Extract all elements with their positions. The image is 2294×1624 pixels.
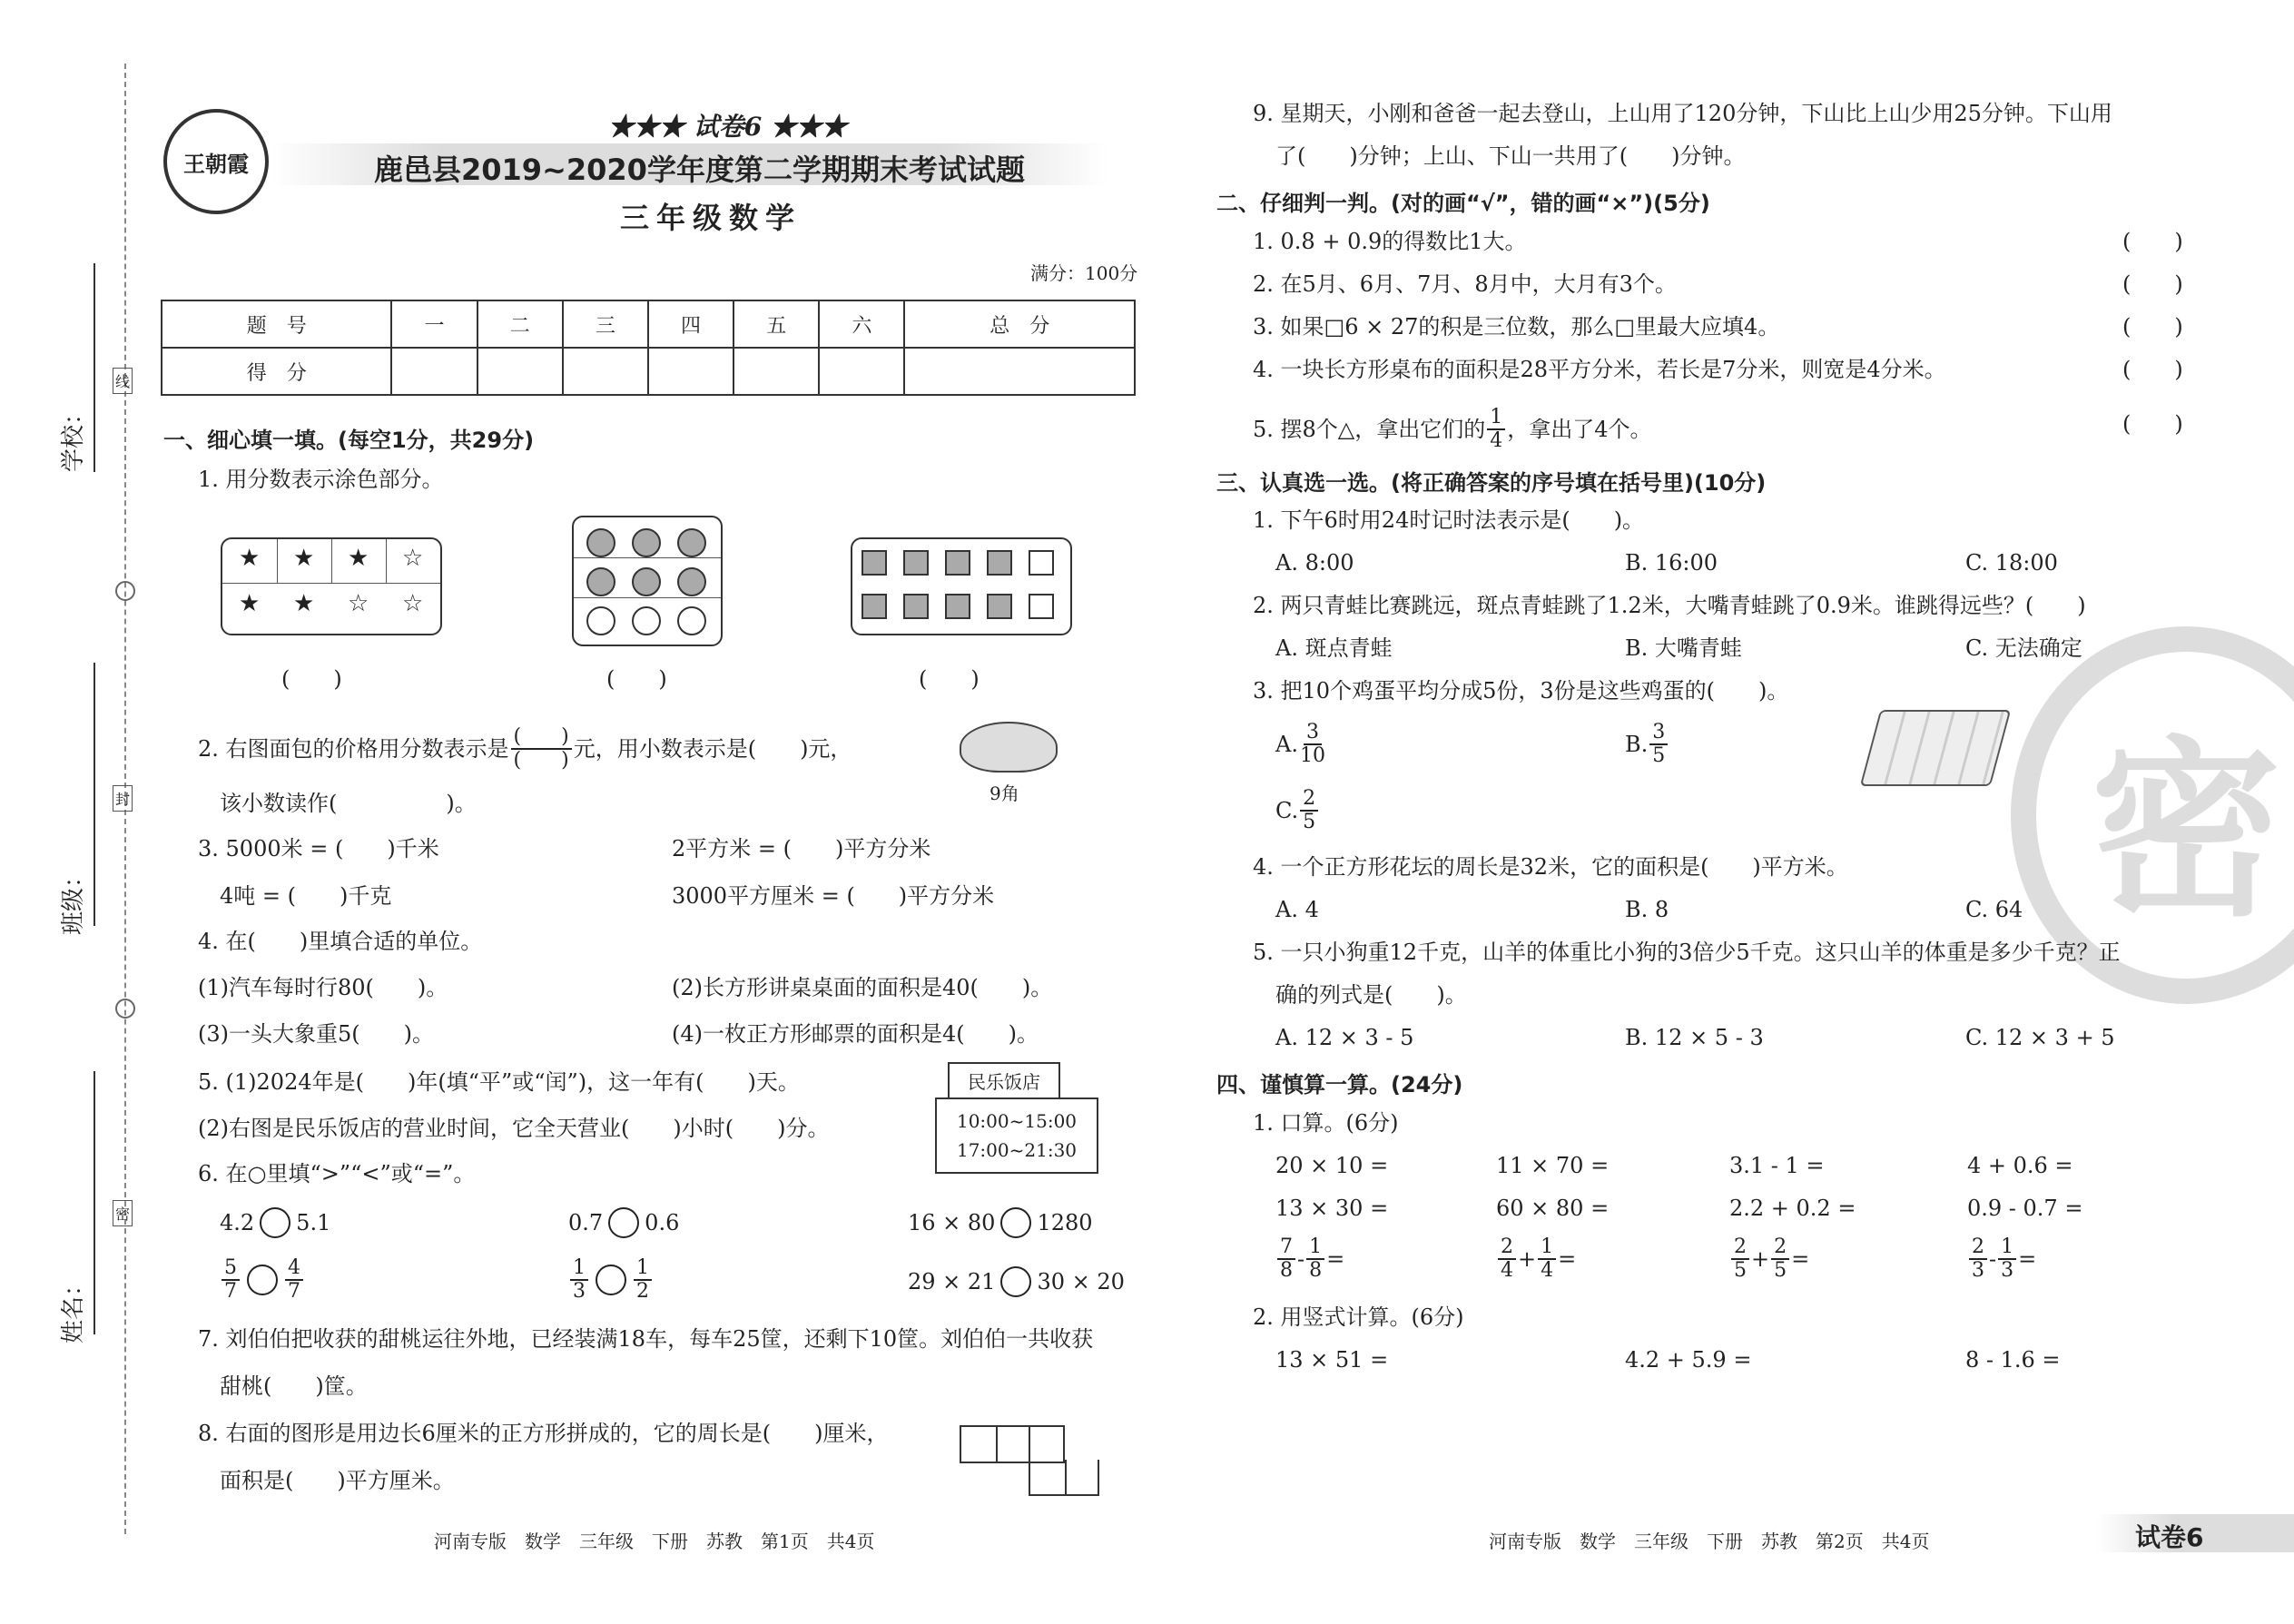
choice-option[interactable]: C. 无法确定 xyxy=(1965,635,2082,661)
seal-mark-seal: 封 xyxy=(113,785,133,812)
vertical-calc-item: 13 × 51 = xyxy=(1275,1347,1389,1373)
question-3c: 4吨 = ( )千克 xyxy=(220,883,392,909)
star-grid-figure xyxy=(221,537,442,635)
oral-calc-item: 11 × 70 = xyxy=(1496,1153,1610,1178)
filled-star-icon: ★ xyxy=(348,545,369,572)
oral-calc-fraction: $\frac{7}{8}$ - $\frac{1}{8}$ = xyxy=(1275,1236,1344,1282)
ornament-icon xyxy=(115,581,135,601)
circle-grid-figure xyxy=(572,516,723,646)
choice-question-4: 4. 一个正方形花坛的周长是32米，它的面积是( )平方米。 xyxy=(1253,854,1848,880)
score-input-cell[interactable] xyxy=(733,348,819,395)
section-4-title: 四、谨慎算一算。(24分) xyxy=(1216,1072,1463,1097)
bread-icon xyxy=(960,722,1058,773)
blank-fraction[interactable]: $\frac{( )}{( )}$ xyxy=(511,726,572,772)
compare-d: $\frac{5}{7}$ $\frac{4}{7}$ xyxy=(220,1257,305,1303)
choice-option[interactable]: C. 12 × 3 + 5 xyxy=(1965,1025,2115,1050)
choice-option[interactable]: C. 64 xyxy=(1965,897,2023,922)
choice-option[interactable]: C. $\frac{2}{5}$ xyxy=(1275,788,1320,833)
bread-price-label: 9角 xyxy=(989,782,1019,804)
score-input-cell[interactable] xyxy=(391,348,477,395)
seal-mark-secret: 密 xyxy=(113,1200,133,1226)
choice-option[interactable]: A. 12 × 3 - 5 xyxy=(1275,1025,1414,1050)
filled-star-icon: ★ xyxy=(239,545,261,572)
judge-answer-paren[interactable]: ( ) xyxy=(2122,357,2183,382)
oral-calc-item: 4 + 0.6 = xyxy=(1967,1153,2073,1178)
oral-calc-item: 0.9 - 0.7 = xyxy=(1967,1196,2083,1221)
name-label: 姓名： xyxy=(60,1272,87,1343)
oral-calc-item: 60 × 80 = xyxy=(1496,1196,1610,1221)
table-cell: 六 xyxy=(819,300,904,348)
vertical-calc-item: 4.2 + 5.9 = xyxy=(1625,1347,1752,1373)
question-6: 6. 在○里填“>”“<”或“=”。 xyxy=(198,1161,476,1186)
choice-question-1: 1. 下午6时用24时记时法表示是( )。 xyxy=(1253,507,1645,533)
score-input-cell[interactable] xyxy=(819,348,904,395)
question-4: 4. 在( )里填合适的单位。 xyxy=(198,929,483,954)
ornament-icon xyxy=(115,999,135,1019)
school-label: 学校： xyxy=(60,400,87,472)
table-cell: 二 xyxy=(478,300,563,348)
compare-b: 0.7 0.6 xyxy=(568,1207,679,1238)
question-3b: 2平方米 = ( )平方分米 xyxy=(672,836,931,861)
compare-circle[interactable] xyxy=(608,1207,639,1238)
oral-calc-item: 20 × 10 = xyxy=(1275,1153,1389,1178)
judge-answer-paren[interactable]: ( ) xyxy=(2122,411,2183,437)
question-5b: (2)右图是民乐饭店的营业时间，它全天营业( )小时( )分。 xyxy=(198,1116,830,1141)
choice-option[interactable]: B. 12 × 5 - 3 xyxy=(1625,1025,1764,1050)
choice-option[interactable]: A. 斑点青蛙 xyxy=(1275,635,1393,661)
oral-calc-item: 3.1 - 1 = xyxy=(1729,1153,1825,1178)
question-3d: 3000平方厘米 = ( )平方分米 xyxy=(672,883,995,909)
empty-star-icon: ☆ xyxy=(402,590,424,617)
question-7a: 7. 刘伯伯把收获的甜桃运往外地，已经装满18车，每车25筐，还剩下10筐。刘伯伯一共收获 xyxy=(198,1326,1094,1352)
question-4d: (4)一枚正方形邮票的面积是4( )。 xyxy=(672,1021,1039,1047)
exam-badge: ★★★ 试卷6 ★★★ xyxy=(608,112,847,142)
empty-star-icon: ☆ xyxy=(348,590,369,617)
question-4a: (1)汽车每时行80( )。 xyxy=(198,975,448,1000)
choice-question-5b: 确的列式是( )。 xyxy=(1275,982,1467,1008)
table-cell: 得 分 xyxy=(162,348,391,395)
oral-calc-fraction: $\frac{2}{3}$ - $\frac{1}{3}$ = xyxy=(1967,1236,2036,1282)
question-2-text-a: 2. 右图面包的价格用分数表示是 xyxy=(198,736,509,762)
filled-star-icon: ★ xyxy=(293,590,315,617)
table-cell: 三 xyxy=(563,300,648,348)
compare-a: 4.2 5.1 xyxy=(220,1207,330,1238)
full-score: 满分：100分 xyxy=(1030,262,1138,284)
table-cell: 四 xyxy=(648,300,733,348)
question-4b: (2)长方形讲桌桌面的面积是40( )。 xyxy=(672,975,1053,1000)
choice-option[interactable]: B. 8 xyxy=(1625,897,1669,922)
question-8b: 面积是( )平方厘米。 xyxy=(220,1468,455,1493)
choice-option[interactable]: B. $\frac{3}{5}$ xyxy=(1625,722,1669,767)
class-label: 班级： xyxy=(60,863,87,935)
score-input-cell[interactable] xyxy=(904,348,1135,395)
stamp-char: 密 xyxy=(2090,720,2281,942)
question-2-text-b: 元，用小数表示是( )元， xyxy=(573,736,852,762)
compare-circle[interactable] xyxy=(1000,1207,1031,1238)
calc-question-1: 1. 口算。(6分) xyxy=(1253,1110,1399,1136)
shop-hours-2: 17:00~21:30 xyxy=(956,1139,1078,1161)
page-2-footer: 河南专版 数学 三年级 下册 苏教 第2页 共4页 xyxy=(1489,1530,1930,1552)
corner-tag-label: 试卷6 xyxy=(2135,1522,2204,1552)
calc-question-2: 2. 用竖式计算。(6分) xyxy=(1253,1304,1464,1330)
question-8a: 8. 右面的图形是用边长6厘米的正方形拼成的，它的周长是( )厘米， xyxy=(198,1421,889,1446)
table-cell: 五 xyxy=(733,300,819,348)
filled-star-icon: ★ xyxy=(239,590,261,617)
seal-mark-line: 线 xyxy=(113,368,133,394)
question-3a: 3. 5000米 = ( )千米 xyxy=(198,836,439,861)
choice-option[interactable]: C. 18:00 xyxy=(1965,550,2058,576)
choice-question-2: 2. 两只青蛙比赛跳远，斑点青蛙跳了1.2米，大嘴青蛙跳了0.9米。谁跳得远些？( ) xyxy=(1253,593,2086,618)
logo-text: 王朝霞 xyxy=(183,150,249,177)
choice-option[interactable]: A. 8:00 xyxy=(1275,550,1354,576)
score-input-cell[interactable] xyxy=(648,348,733,395)
choice-option[interactable]: A. 4 xyxy=(1275,897,1319,922)
compare-f: 29 × 21 30 × 20 xyxy=(908,1266,1125,1297)
filled-star-icon: ★ xyxy=(293,545,315,572)
judge-item: 5. 摆8个△，拿出它们的 $\frac{1}{4}$ ，拿出了4个。 xyxy=(1253,406,1652,452)
judge-answer-paren[interactable]: ( ) xyxy=(2122,314,2183,340)
choice-option[interactable]: A. $\frac{3}{10}$ xyxy=(1275,721,1325,767)
score-input-cell[interactable] xyxy=(478,348,563,395)
answer-paren[interactable]: ( ) xyxy=(919,666,980,692)
question-2-line-2: 该小数读作( )。 xyxy=(220,791,477,816)
compare-circle[interactable] xyxy=(247,1265,278,1295)
choice-question-5a: 5. 一只小狗重12千克，山羊的体重比小狗的3倍少5千克。这只山羊的体重是多少千克？正 xyxy=(1253,940,2121,965)
compare-circle[interactable] xyxy=(1000,1266,1031,1297)
question-2 xyxy=(198,726,852,772)
judge-answer-paren[interactable]: ( ) xyxy=(2122,271,2183,297)
judge-item: 3. 如果□6 × 27的积是三位数，那么□里最大应填4。 xyxy=(1253,314,1780,340)
judge-answer-paren[interactable]: ( ) xyxy=(2122,229,2183,254)
table-cell: 总 分 xyxy=(904,300,1135,348)
logo xyxy=(163,109,269,214)
question-4c: (3)一头大象重5( )。 xyxy=(198,1021,434,1047)
answer-paren[interactable]: ( ) xyxy=(281,666,342,692)
section-1-title: 一、细心填一填。(每空1分，共29分) xyxy=(163,428,535,453)
compare-e: $\frac{1}{3}$ $\frac{1}{2}$ xyxy=(568,1257,654,1303)
choice-question-3: 3. 把10个鸡蛋平均分成5份，3份是这些鸡蛋的( )。 xyxy=(1253,678,1789,704)
answer-paren[interactable]: ( ) xyxy=(606,666,667,692)
question-1: 1. 用分数表示涂色部分。 xyxy=(198,467,444,492)
question-7b: 甜桃( )筐。 xyxy=(220,1373,368,1399)
question-9a: 9. 星期天，小刚和爸爸一起去登山，上山用了120分钟，下山比上山少用25分钟。下山用 xyxy=(1253,101,2112,126)
judge-item: 2. 在5月、6月、7月、8月中，大月有3个。 xyxy=(1253,271,1677,297)
oral-calc-fraction: $\frac{2}{5}$ + $\frac{2}{5}$ = xyxy=(1729,1236,1809,1282)
shop-sign xyxy=(935,1062,1098,1174)
section-2-title: 二、仔细判一判。(对的画“√”，错的画“×”)(5分) xyxy=(1216,191,1710,216)
shop-hours-1: 10:00~15:00 xyxy=(956,1110,1078,1132)
oral-calc-item: 13 × 30 = xyxy=(1275,1196,1389,1221)
square-tiles-figure xyxy=(960,1425,1105,1498)
table-row xyxy=(162,348,1135,395)
question-9b: 了( )分钟；上山、下山一共用了( )分钟。 xyxy=(1275,143,1746,169)
choice-option[interactable]: B. 大嘴青蛙 xyxy=(1625,635,1742,661)
square-grid-figure xyxy=(851,537,1072,635)
compare-c: 16 × 80 1280 xyxy=(908,1207,1093,1238)
egg-carton-icon xyxy=(1860,710,2012,786)
oral-calc-fraction: $\frac{2}{4}$ + $\frac{1}{4}$ = xyxy=(1496,1236,1576,1282)
compare-circle[interactable] xyxy=(260,1207,290,1238)
score-table xyxy=(161,300,1136,396)
table-cell: 题 号 xyxy=(162,300,391,348)
judge-item: 1. 0.8 + 0.9的得数比1大。 xyxy=(1253,229,1527,254)
page-title: 鹿邑县2019~2020学年度第二学期期末考试试题 xyxy=(374,153,1025,187)
table-cell: 一 xyxy=(391,300,477,348)
choice-option[interactable]: B. 16:00 xyxy=(1625,550,1718,576)
shop-name: 民乐饭店 xyxy=(948,1062,1060,1099)
compare-circle[interactable] xyxy=(596,1265,626,1295)
empty-star-icon: ☆ xyxy=(402,545,424,572)
score-input-cell[interactable] xyxy=(563,348,648,395)
table-row xyxy=(162,300,1135,348)
page-1-footer: 河南专版 数学 三年级 下册 苏教 第1页 共4页 xyxy=(434,1530,875,1552)
oral-calc-item: 2.2 + 0.2 = xyxy=(1729,1196,1856,1221)
section-3-title: 三、认真选一选。(将正确答案的序号填在括号里)(10分) xyxy=(1216,470,1767,496)
question-5a: 5. (1)2024年是( )年(填“平”或“闰”)，这一年有( )天。 xyxy=(198,1069,800,1095)
judge-item: 4. 一块长方形桌布的面积是28平方分米，若长是7分米，则宽是4分米。 xyxy=(1253,357,1946,382)
vertical-calc-item: 8 - 1.6 = xyxy=(1965,1347,2061,1373)
page-subtitle: 三年级数学 xyxy=(620,201,802,235)
